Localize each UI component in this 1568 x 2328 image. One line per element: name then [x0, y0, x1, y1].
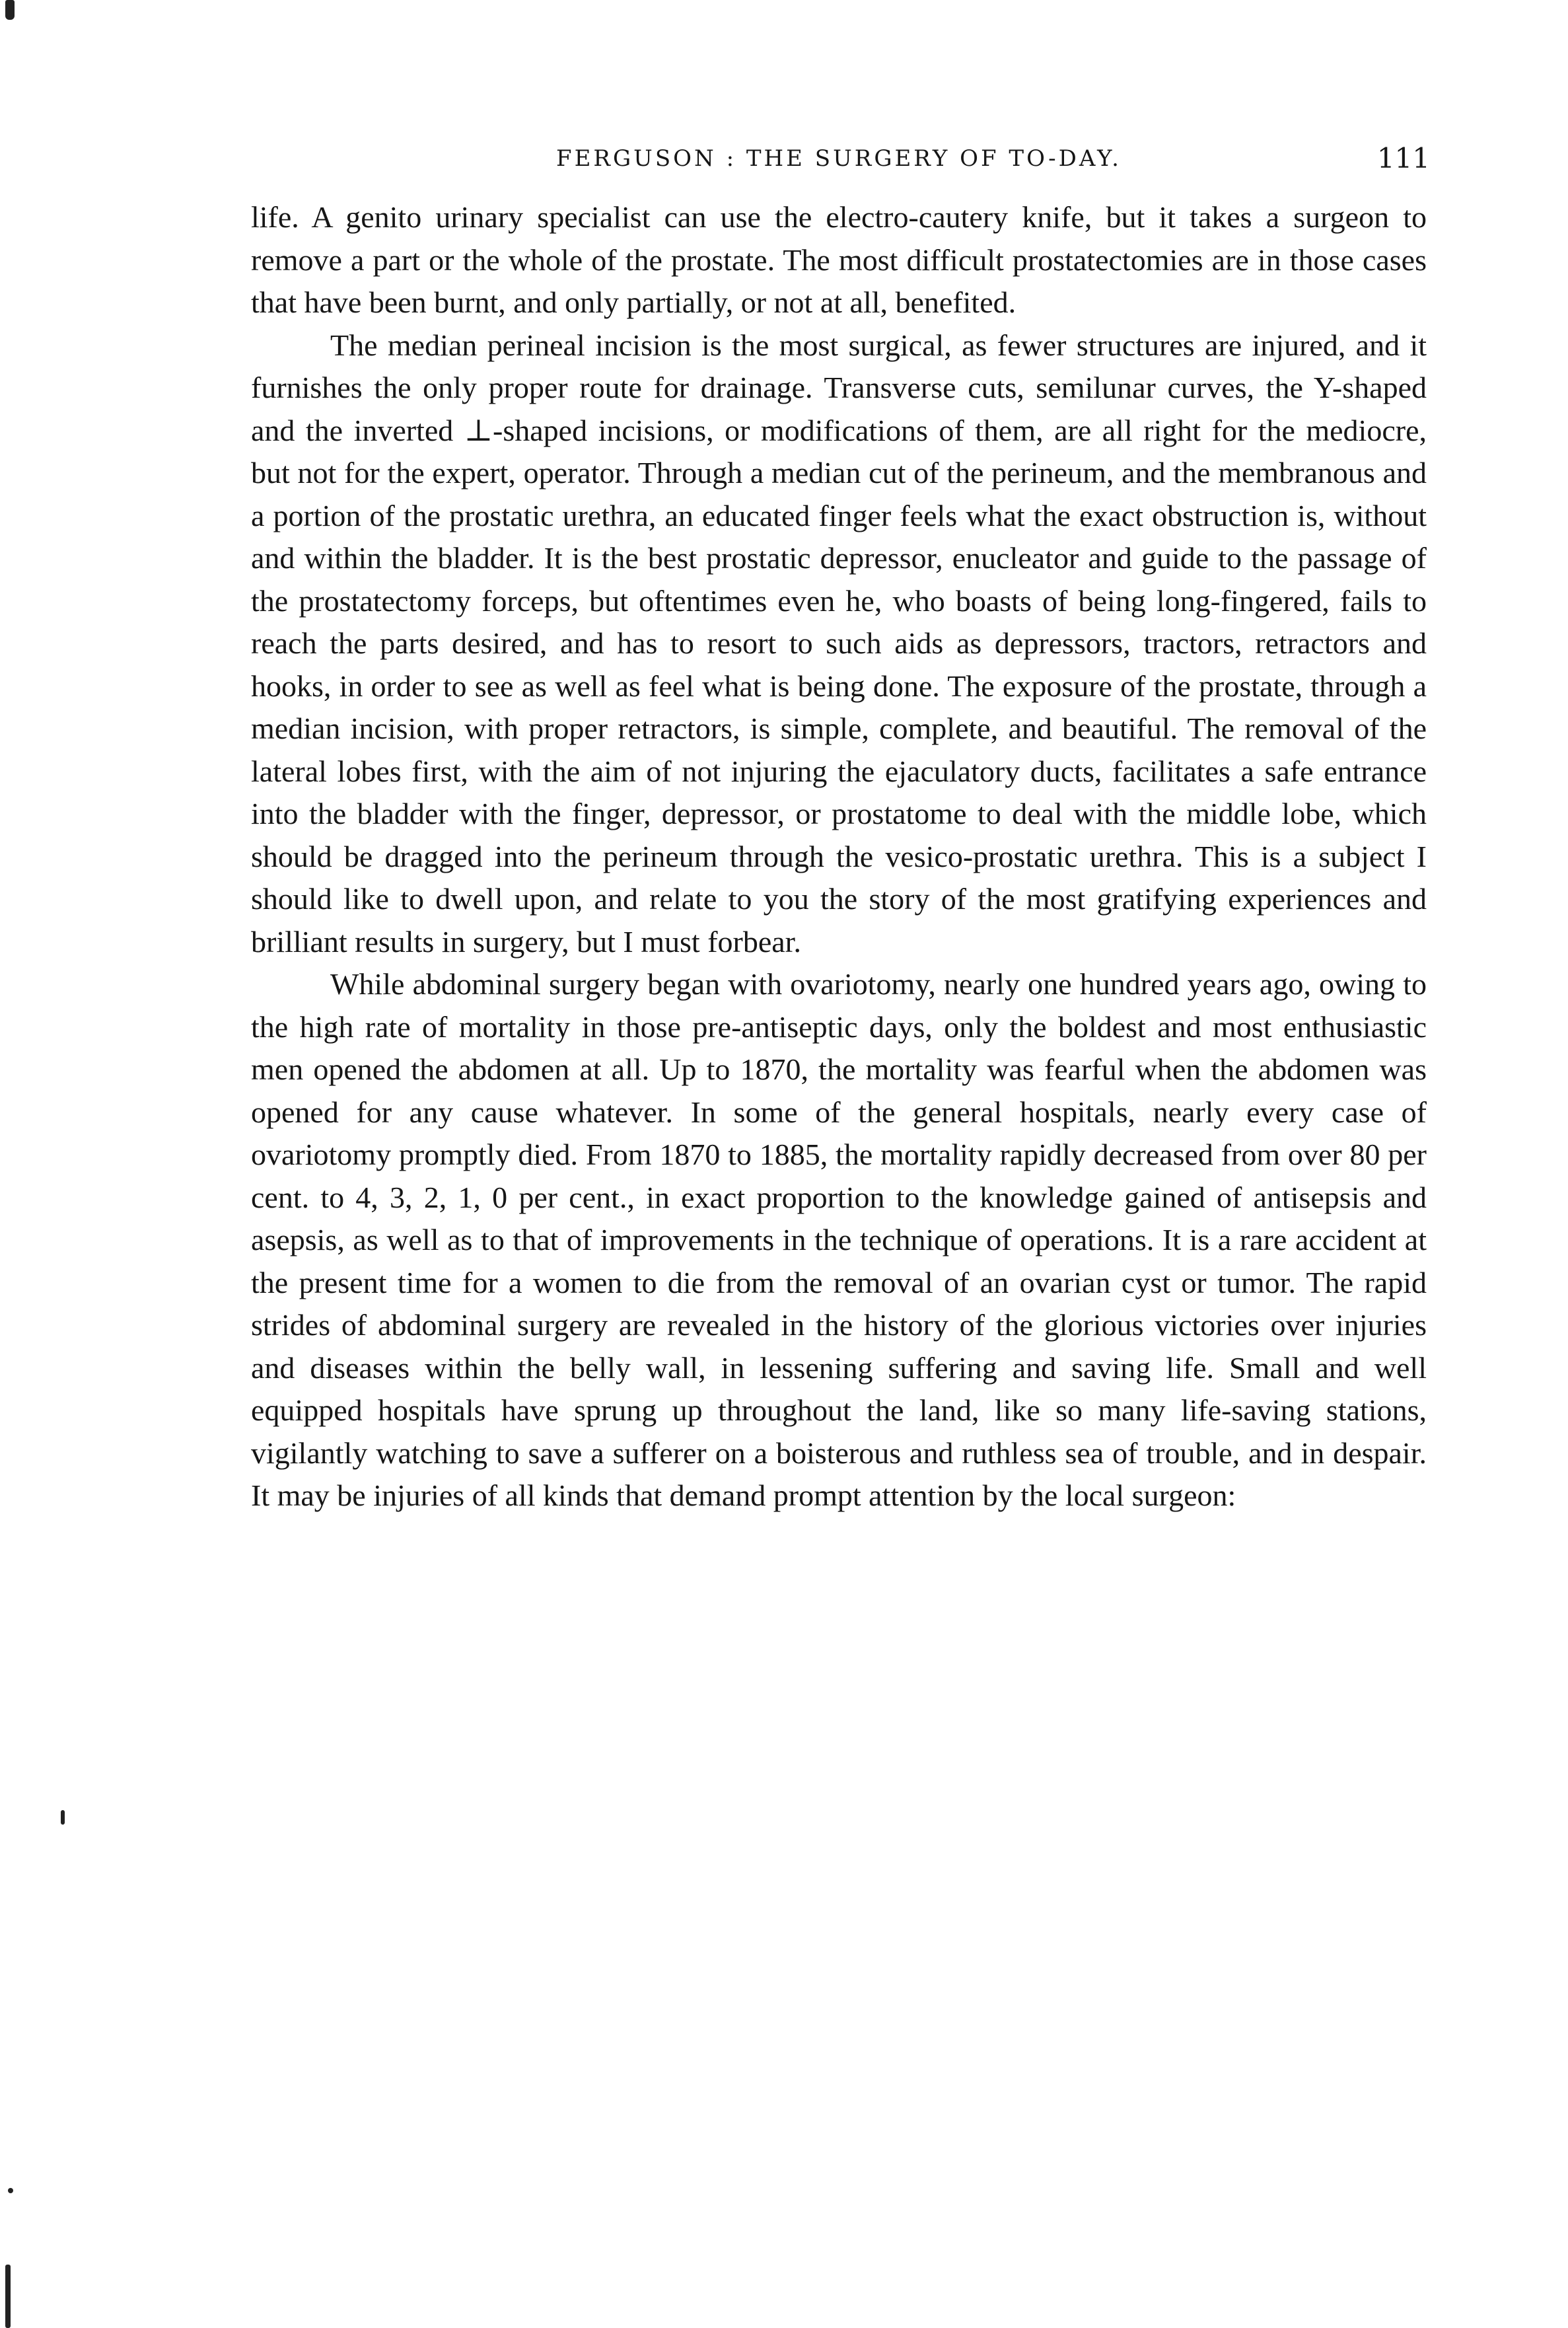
running-head: FERGUSON : THE SURGERY OF TO-DAY.: [556, 145, 1122, 172]
page-number: 111: [1376, 142, 1430, 174]
scan-artifact-mark: [61, 1810, 65, 1825]
page-body: [251, 196, 1427, 1517]
scan-artifact-mark: [5, 0, 15, 20]
scan-artifact-mark: [5, 2265, 11, 2328]
paragraph: While abdominal surgery began with ovariotomy, nearly one hundred years ago, owing to the high rate of mortality in those pre-antiseptic days, only the boldest and most enthusiastic men opened the abdomen at all. Up to 1870, the mortality was fearful when the abdomen was opened for any cause whatever. In some of the general hospitals, nearly every case of ovariotomy promptly died. From 1870 to 1885, the mortality rapidly decreased from over 80 per cent. to 4, 3, 2, 1, 0 per cent., in exact proportion to the knowledge gained of antisepsis and asepsis, as well as to that of improvements in the technique of operations. It is a rare accident at the present time for a women to die from the removal of an ovarian cyst or tumor. The rapid strides of abdominal surgery are revealed in the history of the glorious victories over injuries and diseases within the belly wall, in lessening suffering and saving life. Small and well equipped hospitals have sprung up throughout the land, like so many life-saving stations, vigilantly watching to save a sufferer on a boisterous and ruthless sea of trouble, and in despair. It may be injuries of all kinds that demand prompt attention by the local surgeon:: [251, 967, 1427, 1512]
scan-artifact-mark: [8, 2188, 13, 2193]
page-header: [248, 135, 1430, 182]
paragraph: The median perineal incision is the most surgical, as fewer structures are injured, and it furnishes the only proper route for drainage. Transverse cuts, semilunar curves, the Y-shaped and the inverted ⊥-shaped incisions, or modifications of them, are all right for the mediocre, but not for the expert, operator. Through a median cut of the perineum, and the membranous and a portion of the prostatic urethra, an educated finger feels what the exact obstruction is, without and within the bladder. It is the best prostatic depressor, enucleator and guide to the passage of the prostatectomy forceps, but oftentimes even he, who boasts of being long-fingered, fails to reach the parts desired, and has to resort to such aids as depressors, tractors, retractors and hooks, in order to see as well as feel what is being done. The exposure of the prostate, through a median incision, with proper retractors, is simple, complete, and beautiful. The removal of the lateral lobes first, with the aim of not injuring the ejaculatory ducts, facilitates a safe entrance into the bladder with the finger, depressor, or prostatome to deal with the middle lobe, which should be dragged into the perineum through the vesico-prostatic urethra. This is a subject I should like to dwell upon, and relate to you the story of the most gratifying experiences and brilliant results in surgery, but I must forbear.: [251, 328, 1427, 959]
paragraph: life. A genito urinary specialist can use the electro-cautery knife, but it takes a surgeon to remove a part or the whole of the prostate. The most difficult prostatectomies are in those cases that have been burnt, and only partially, or not at all, benefited.: [251, 200, 1427, 319]
